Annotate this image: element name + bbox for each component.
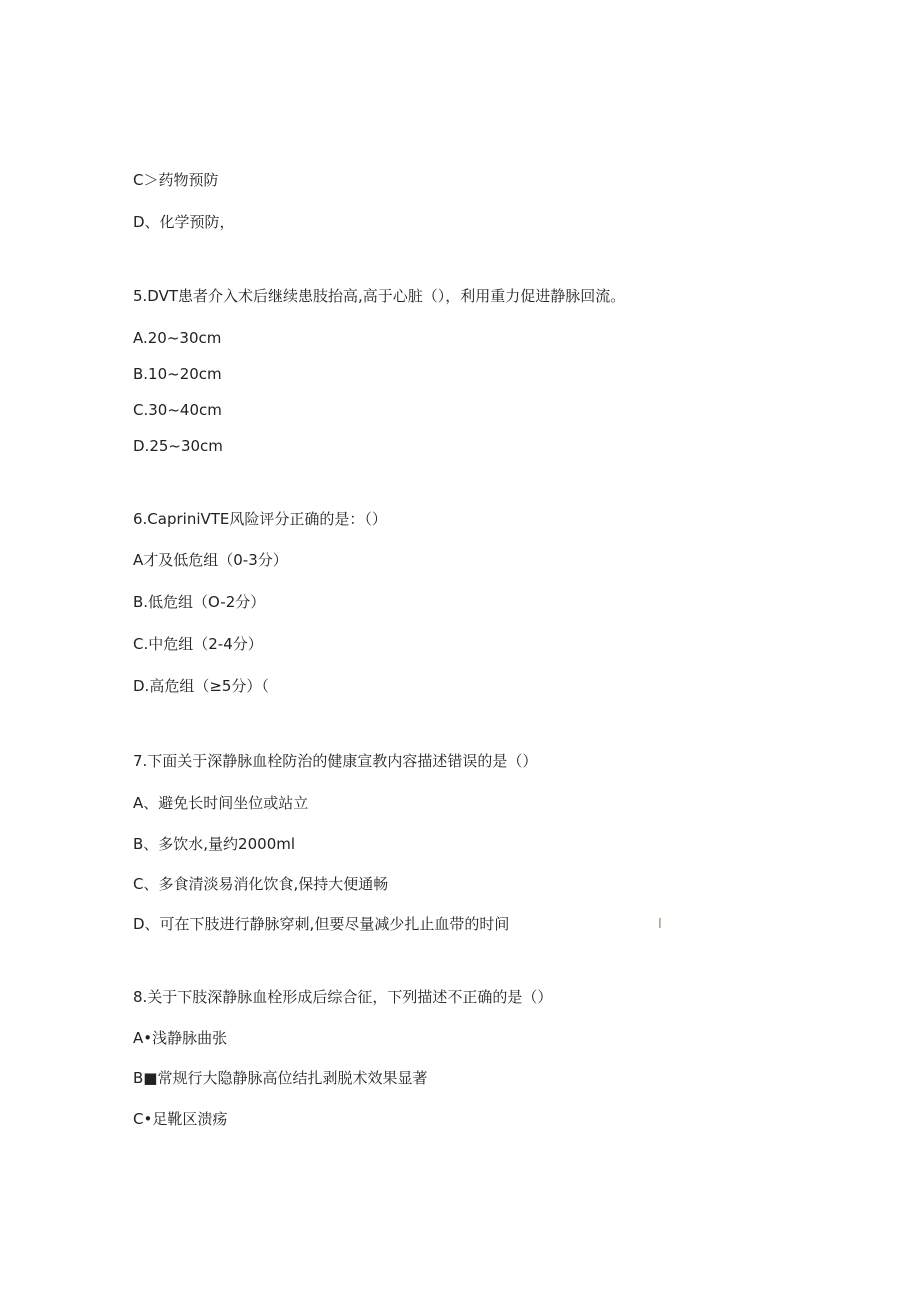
question-5-option-d: D.25~30cm bbox=[133, 437, 223, 455]
question-8: 8.关于下肢深静脉血栓形成后综合征，下列描述不正确的是（） bbox=[133, 988, 553, 1006]
option-c-prev-question: C＞药物预防 bbox=[133, 171, 219, 189]
question-7-option-d: D、可在下肢进行静脉穿刺,但要尽量减少扎止血带的时间 bbox=[133, 915, 510, 933]
question-7: 7.下面关于深静脉血栓防治的健康宣教内容描述错误的是（） bbox=[133, 752, 538, 770]
question-5: 5.DVT患者介入术后继续患肢抬高,高于心脏（），利用重力促进静脉回流。 bbox=[133, 287, 626, 305]
question-6-option-a: A才及低危组（0-3分） bbox=[133, 551, 288, 569]
question-8-option-b: B■常规行大隐静脉高位结扎剥脱术效果显著 bbox=[133, 1069, 428, 1087]
question-7-option-c: C、多食清淡易消化饮食,保持大便通畅 bbox=[133, 875, 389, 893]
question-6-option-c: C.中危组（2-4分） bbox=[133, 635, 263, 653]
stray-mark: I bbox=[658, 917, 662, 932]
question-6-option-d: D.高危组（≥5分）（ bbox=[133, 677, 269, 695]
question-7-option-a: A、避免长时间坐位或站立 bbox=[133, 794, 309, 812]
question-5-option-c: C.30~40cm bbox=[133, 401, 222, 419]
question-8-option-c: C•足靴区溃疡 bbox=[133, 1110, 228, 1128]
option-d-prev-question: D、化学预防， bbox=[133, 213, 235, 231]
question-6-option-b: B.低危组（O-2分） bbox=[133, 593, 266, 611]
question-6: 6.CapriniVTE风险评分正确的是：（） bbox=[133, 510, 387, 528]
question-5-option-a: A.20~30cm bbox=[133, 329, 222, 347]
question-5-option-b: B.10~20cm bbox=[133, 365, 222, 383]
question-7-option-b: B、多饮水,量约2000ml bbox=[133, 835, 296, 853]
question-8-option-a: A•浅静脉曲张 bbox=[133, 1029, 228, 1047]
